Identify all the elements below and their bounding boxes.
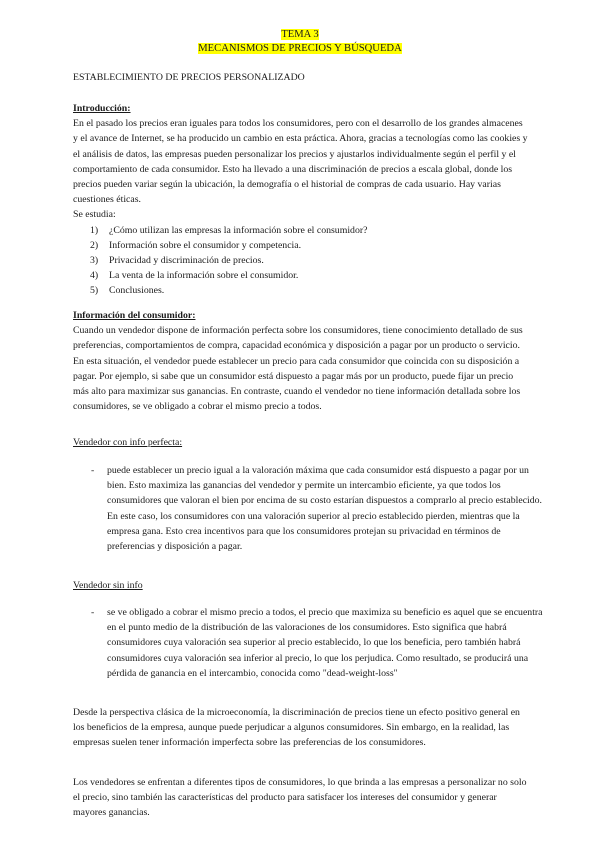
- closing-paragraph-1: Desde la perspectiva clásica de la microeconomía, la discriminación de precios tiene un efecto positivo general en los beneficios de la empresa, aunque puede perjudicar a algunos consumidores. Sin embargo, en la realidad, las empresas suelen tener información imperfecta sobre las preferencias de los consumidores.: [73, 707, 520, 749]
- info-heading: Información del consumidor:: [73, 310, 196, 321]
- list-item: [73, 253, 529, 268]
- list-text: ¿Cómo utilizan las empresas la información sobre el consumidor?: [109, 224, 368, 236]
- closing-paragraph-2: Los vendedores se enfrentan a diferentes tipos de consumidores, lo que brinda a las empresas a personalizar no solo el precio, sino también las características del producto para satisfacer los intereses del consumidor y generar mayores ganancias.: [73, 777, 527, 819]
- tema-title: [0, 28, 600, 41]
- list-number: 5): [90, 285, 99, 297]
- info-section: [73, 308, 529, 414]
- list-text: Privacidad y discriminación de precios.: [109, 255, 264, 267]
- list-number: 2): [90, 239, 99, 251]
- info-paragraph: Cuando un vendedor dispone de información perfecta sobre los consumidores, tiene conocimiento detallado de sus preferencias, comportamientos de compra, capacidad económica y disposición a pagar por un producto o servicio. En esta situación, el vendedor puede establecer un precio para cada consumidor que coincida con su disposición a pagar. Por ejemplo, si sabe que un consumidor está dispuesto a pagar más por un producto, puede fijar un precio más alto para maximizar sus ganancias. En contraste, cuando el vendedor no tiene información detallada sobre los consumidores, se ve obligado a cobrar el mismo precio a todos.: [73, 325, 523, 413]
- intro-section: [73, 101, 529, 299]
- sin-info-bullet-text: se ve obligado a cobrar el mismo precio a todos, el precio que maximiza su beneficio es aquel que se encuentra en el punto medio de la distribución de las valoraciones de los consumidores. Esto significa que habrá consumidores cuya valoración sea superior al precio establecido, lo que los beneficia, pero también habrá consumidores cuya valoración sea inferior al precio, lo que los perjudica. Como resultado, se producirá una pérdida de ganancia en el intercambio, conocida como "dead-weight-loss": [107, 607, 543, 679]
- document-subtitle-text: MECANISMOS DE PRECIOS Y BÚSQUEDA: [198, 43, 402, 54]
- bullet-dash: -: [91, 465, 95, 476]
- list-number: 3): [90, 255, 99, 267]
- intro-paragraph: En el pasado los precios eran iguales para todos los consumidores, pero con el desarrollo de los grandes almacenes y el avance de Internet, se ha producido un cambio en esta práctica. Ahora, gracias a tecnologías como las cookies y el análisis de datos, las empresas pueden personalizar los precios y ajustarlos individualmente según el perfil y el comportamiento de cada consumidor. Esto ha llevado a una discriminación de precios a escala global, donde los precios pueden variar según la ubicación, la demografía o el historial de compras de cada usuario. Hay varias cuestiones éticas.: [73, 118, 528, 206]
- perfecta-bullet: [91, 463, 544, 554]
- list-item: [73, 283, 529, 298]
- sin-info-bullet: [91, 605, 544, 681]
- bullet-dash: -: [91, 607, 95, 618]
- perfecta-heading: [73, 435, 529, 450]
- intro-heading: Introducción:: [73, 103, 131, 114]
- study-list: [73, 223, 529, 299]
- perfecta-bullet-text: puede establecer un precio igual a la valoración máxima que cada consumidor está dispuesto a pagar por un bien. Esto maximiza las ganancias del vendedor y permite un intercambio eficiente, ya que todos los consumidores que valoran el bien por encima de su costo estarían dispuestos a comprarlo al precio establecido. En este caso, los consumidores con una valoración superior al precio establecido pierden, mientras que la empresa gana. Esto crea incentivos para que los consumidores protejan su privacidad en términos de preferencias y disposición a pagar.: [107, 465, 543, 553]
- document-subtitle: [0, 42, 600, 55]
- list-item: [73, 238, 529, 253]
- list-item: [73, 268, 529, 283]
- sin-info-heading-text: Vendedor sin info: [73, 580, 143, 591]
- list-item: [73, 223, 529, 238]
- list-number: 4): [90, 270, 99, 282]
- se-estudia-label: Se estudia:: [73, 209, 116, 221]
- list-text: Información sobre el consumidor y competencia.: [109, 239, 302, 251]
- sin-info-heading: [73, 578, 529, 593]
- perfecta-heading-text: Vendedor con info perfecta:: [73, 437, 183, 448]
- list-text: Conclusiones.: [109, 285, 165, 297]
- list-number: 1): [90, 224, 99, 236]
- tema-title-text: TEMA 3: [281, 29, 319, 40]
- list-text: La venta de la información sobre el consumidor.: [109, 270, 299, 282]
- section-title: ESTABLECIMIENTO DE PRECIOS PERSONALIZADO: [73, 72, 305, 83]
